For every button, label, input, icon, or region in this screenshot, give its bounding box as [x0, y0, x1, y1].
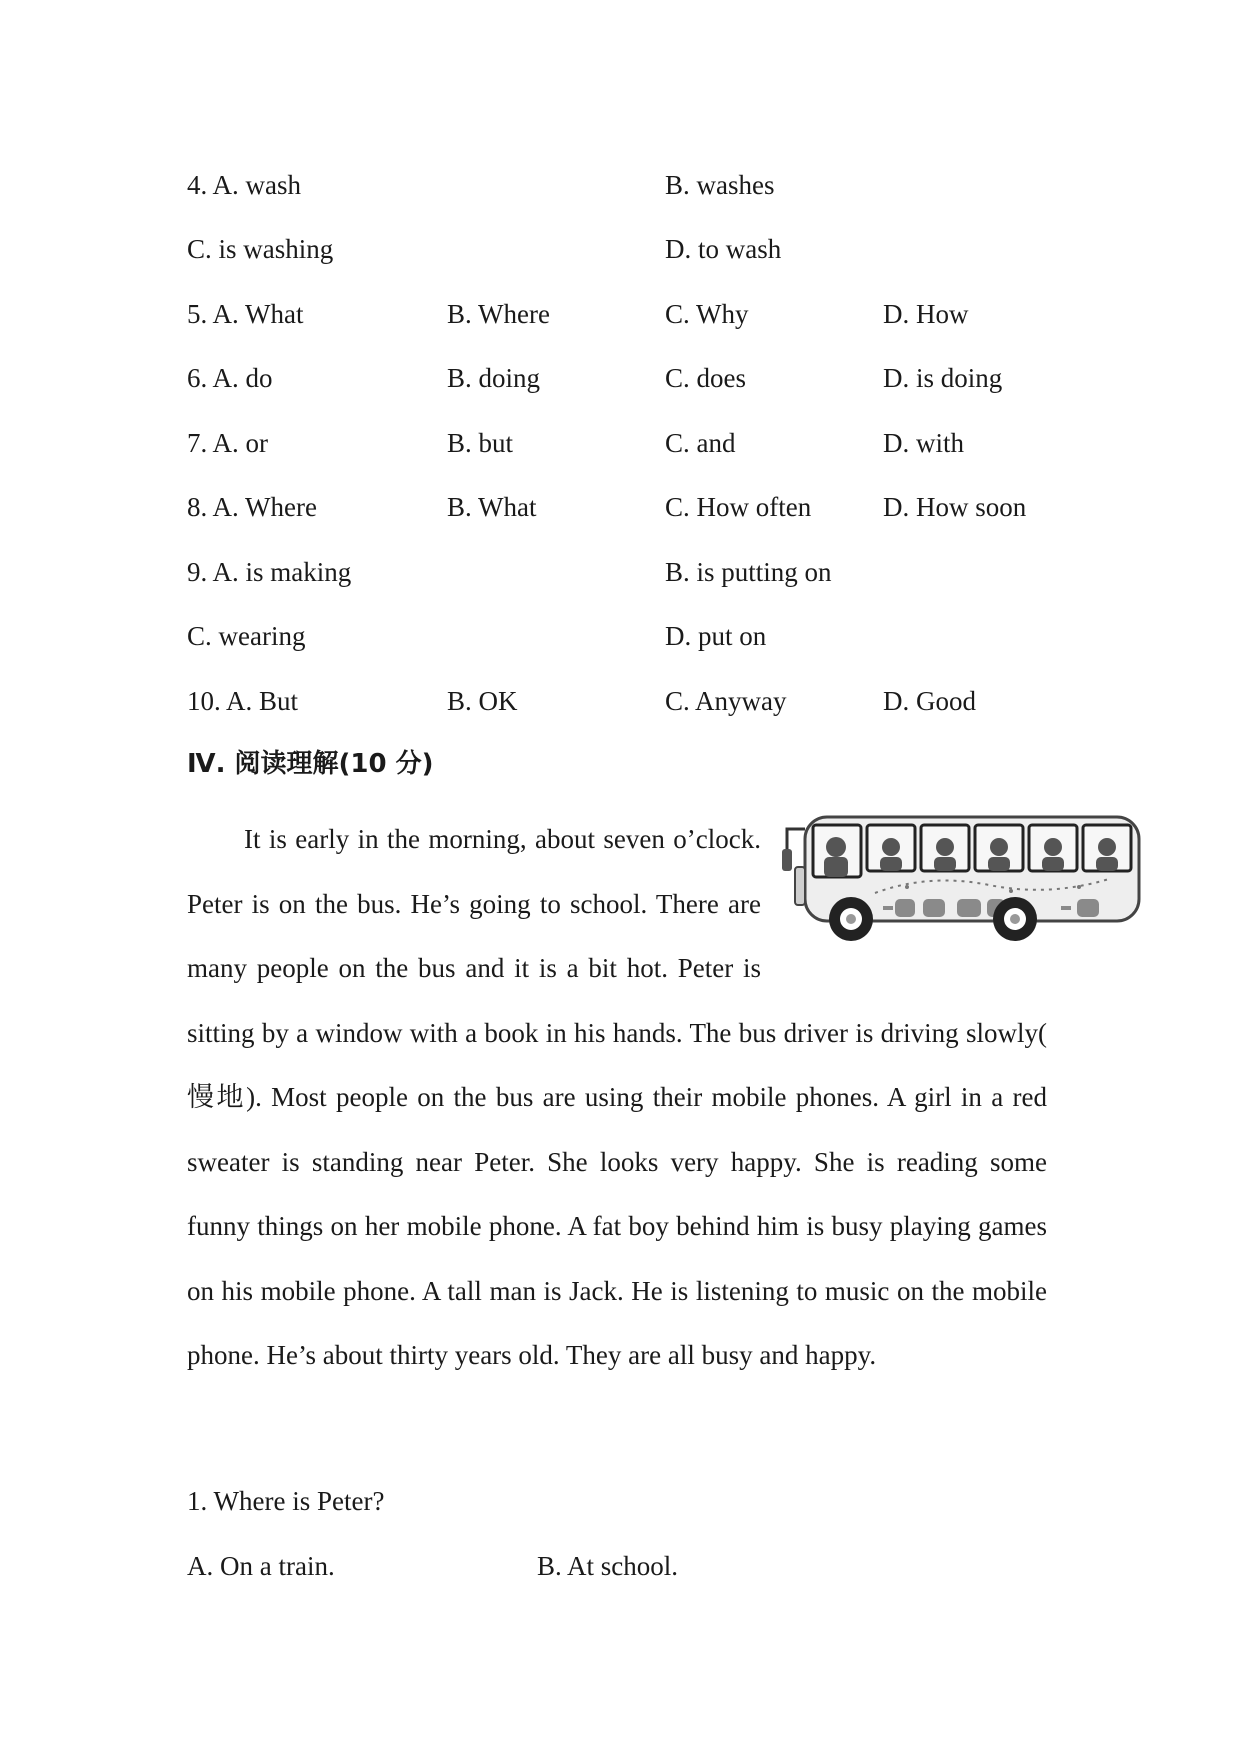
option-row-q4-cont	[187, 229, 1067, 269]
option-cell: D. is doing	[883, 363, 1003, 393]
question-1-stem: 1. Where is Peter?	[187, 1486, 385, 1516]
option-cell: C. is washing	[187, 234, 334, 264]
reading-passage	[187, 807, 1047, 1388]
option-cell: C. Anyway	[665, 686, 787, 716]
option-cell: B. Where	[447, 299, 550, 329]
option-cell: B. What	[447, 492, 537, 522]
section-heading: Ⅳ. 阅读理解(10 分)	[187, 749, 434, 779]
option-cell: 9. A. is making	[187, 557, 352, 587]
option-cell: C. does	[665, 363, 746, 393]
option-row-q7	[187, 423, 1067, 463]
option-cell: 10. A. But	[187, 686, 299, 716]
option-cell: 4. A. wash	[187, 170, 301, 200]
option-cell: D. How soon	[883, 492, 1027, 522]
bus-illustration	[779, 807, 1147, 953]
option-cell: B. is putting on	[665, 557, 832, 587]
option-cell: B. doing	[447, 363, 541, 393]
question-1-option-b: B. At school.	[537, 1551, 679, 1581]
option-cell: B. washes	[665, 170, 775, 200]
option-cell: C. Why	[665, 299, 749, 329]
option-row-q9	[187, 552, 1067, 592]
option-cell: D. to wash	[665, 234, 782, 264]
option-cell: 7. A. or	[187, 428, 268, 458]
option-cell: 6. A. do	[187, 363, 273, 393]
option-cell: C. wearing	[187, 621, 306, 651]
option-cell: C. How often	[665, 492, 812, 522]
option-row-q9-cont	[187, 616, 1067, 656]
option-cell: D. with	[883, 428, 964, 458]
question-1-option-a: A. On a train.	[187, 1551, 335, 1581]
option-row-q5	[187, 294, 1067, 334]
option-cell: B. but	[447, 428, 514, 458]
option-row-q4	[187, 165, 1067, 205]
option-cell: D. How	[883, 299, 969, 329]
option-cell: 8. A. Where	[187, 492, 317, 522]
option-row-q6	[187, 358, 1067, 398]
option-cell: 5. A. What	[187, 299, 304, 329]
option-cell: D. put on	[665, 621, 767, 651]
option-row-q10	[187, 681, 1067, 721]
option-cell: B. OK	[447, 686, 518, 716]
passage-text: It is early in the morning, about seven o’clock. Peter is on the bus. He’s going to school. There are many people on the bus and it is a bit hot. Peter is sitting by a window with a book in his hands. The bus driver is driving slowly( 慢地). Most people on the bus are using their mobile phones. A girl in a red sweater is standing near Peter. She looks very happy. She is reading some funny things on her mobile phone. A fat boy behind him is busy playing games on his mobile phone. A tall man is Jack. He is listening to music on the mobile phone. He’s about thirty years old. They are all busy and happy.	[187, 824, 1047, 1370]
option-cell: C. and	[665, 428, 736, 458]
option-cell: D. Good	[883, 686, 976, 716]
option-row-q8	[187, 487, 1067, 527]
